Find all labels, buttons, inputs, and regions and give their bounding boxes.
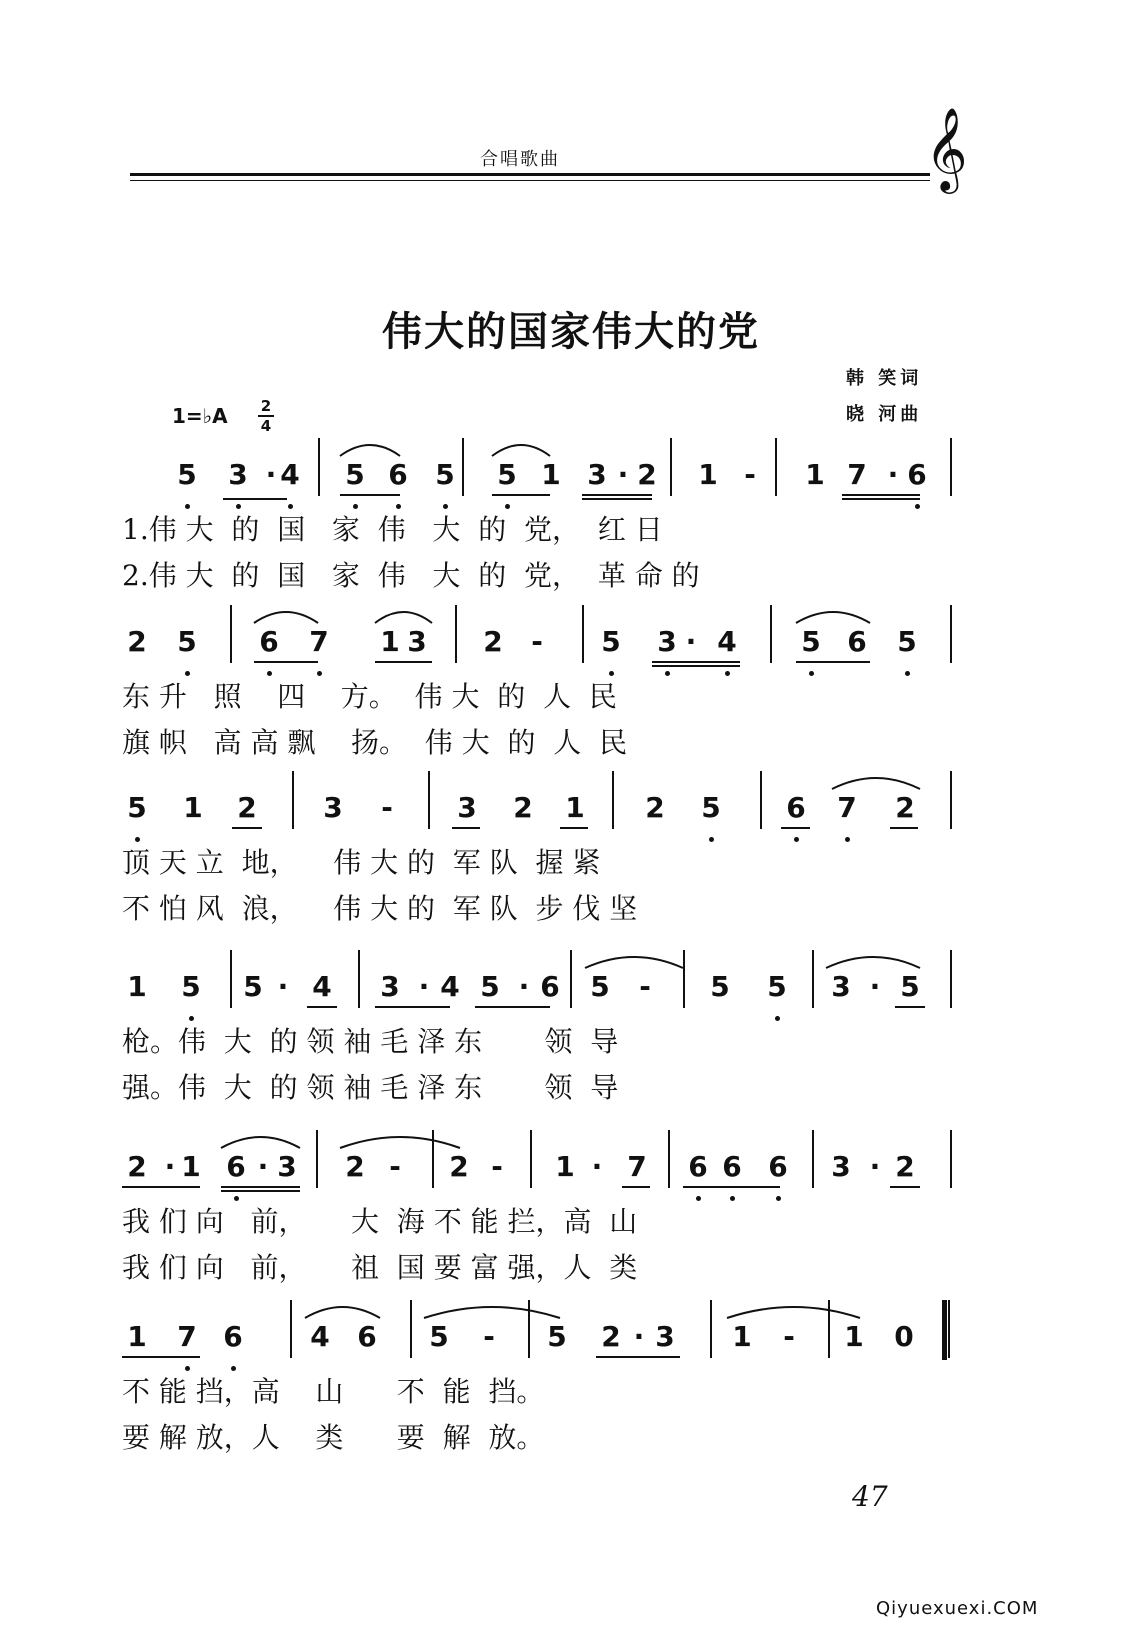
eighth-underline [475, 1006, 550, 1008]
note: 2 [895, 791, 915, 824]
note: 6 [540, 970, 560, 1003]
treble-clef-icon: 𝄞 [925, 106, 968, 190]
header-rule-thin [130, 180, 930, 181]
note: 4 [717, 625, 737, 658]
bar-line [462, 438, 464, 496]
sustain-dash: - [531, 625, 543, 658]
sustain-dash: - [744, 458, 756, 491]
eighth-underline [452, 827, 480, 829]
note: 6 [722, 1150, 742, 1183]
note: 4 [280, 458, 300, 491]
note: 5 [701, 791, 721, 824]
note: 6 [259, 625, 279, 658]
slur-arc [424, 1307, 560, 1318]
low-octave-dot [775, 1016, 780, 1021]
note: 4 [312, 970, 332, 1003]
bar-line [432, 1130, 434, 1188]
sustain-dash: - [783, 1320, 795, 1353]
eighth-underline [122, 1356, 200, 1358]
eighth-underline [375, 661, 432, 663]
bar-line [570, 950, 572, 1008]
low-octave-dot [730, 1196, 735, 1201]
low-octave-dot [288, 504, 293, 509]
note: 6 [357, 1320, 377, 1353]
note: 3 [323, 791, 343, 824]
eighth-underline [842, 494, 920, 496]
note: 7 [309, 625, 329, 658]
eighth-underline [307, 1006, 337, 1008]
header-rule [130, 173, 930, 176]
note: 5 [590, 970, 610, 1003]
slur-arc [727, 1307, 860, 1318]
lyrics-verse-2: 旗 帜 高 高 飘 扬。 伟 大 的 人 民 [122, 726, 628, 759]
note: 5 [710, 970, 730, 1003]
sixteenth-underline [582, 498, 652, 500]
lyrics-verse-2: 2.伟 大 的 国 家 伟 大 的 党， 革 命 的 [122, 559, 700, 592]
eighth-underline [781, 827, 810, 829]
note: 7 [847, 458, 867, 491]
low-octave-dot [267, 671, 272, 676]
note: 5 [497, 458, 517, 491]
note: 5 [900, 970, 920, 1003]
slur-arc [254, 612, 318, 623]
note: 1 [844, 1320, 864, 1353]
note: 2 [345, 1150, 365, 1183]
note: 3 [587, 458, 607, 491]
dot-note: · [685, 625, 697, 658]
eighth-underline [683, 1186, 780, 1188]
slur-arc [305, 1307, 380, 1318]
bar-line [530, 1130, 532, 1188]
composer-credit: 晓 河曲 [846, 404, 923, 425]
note: 0 [894, 1320, 914, 1353]
bar-line [528, 1300, 530, 1358]
bar-line [230, 605, 232, 663]
dot-note: · [887, 458, 899, 491]
slur-arc [585, 957, 683, 968]
low-octave-dot [665, 671, 670, 676]
note: 5 [181, 970, 201, 1003]
note: 1 [732, 1320, 752, 1353]
bar-line [812, 950, 814, 1008]
dot-note: · [257, 1150, 269, 1183]
dot-note: · [591, 1150, 603, 1183]
note: 3 [277, 1150, 297, 1183]
note: 7 [177, 1320, 197, 1353]
note: 2 [637, 458, 657, 491]
eighth-underline [890, 827, 918, 829]
sixteenth-underline [652, 665, 740, 667]
note: 5 [480, 970, 500, 1003]
eighth-underline [375, 1006, 450, 1008]
note: 5 [767, 970, 787, 1003]
time-signature-bottom: 4 [260, 417, 272, 435]
bar-line [668, 1130, 670, 1188]
eighth-underline [895, 1006, 925, 1008]
dot-note: · [277, 970, 289, 1003]
note: 2 [483, 625, 503, 658]
bar-line [770, 605, 772, 663]
note: 1 [541, 458, 561, 491]
sixteenth-underline [221, 1190, 300, 1192]
note: 1 [380, 625, 400, 658]
note: 1 [127, 1320, 147, 1353]
bar-line [358, 950, 360, 1008]
low-octave-dot [845, 837, 850, 842]
bar-line [812, 1130, 814, 1188]
dot-note: · [265, 458, 277, 491]
watermark: Qiyuexuexi.COM [876, 1598, 1039, 1619]
low-octave-dot [905, 671, 910, 676]
note: 3 [457, 791, 477, 824]
lyricist-credit: 韩 笑词 [846, 368, 923, 389]
lyrics-verse-2: 不 怕 风 浪， 伟 大 的 军 队 步 伐 坚 [122, 892, 638, 925]
lyrics-verse-1: 顶 天 立 地， 伟 大 的 军 队 握 紧 [122, 846, 601, 879]
sustain-dash: - [483, 1320, 495, 1353]
bar-line [230, 950, 232, 1008]
note: 3 [228, 458, 248, 491]
bar-line [950, 771, 952, 829]
lyrics-verse-1: 不 能 挡，高 山 不 能 挡。 [122, 1375, 545, 1408]
bar-line [292, 771, 294, 829]
lyrics-verse-1: 东 升 照 四 方。 伟 大 的 人 民 [122, 680, 617, 713]
sixteenth-underline [842, 498, 920, 500]
bar-line [710, 1300, 712, 1358]
low-octave-dot [809, 671, 814, 676]
low-octave-dot [609, 671, 614, 676]
bar-line [950, 1130, 952, 1188]
note: 1 [183, 791, 203, 824]
note: 6 [786, 791, 806, 824]
note: 6 [768, 1150, 788, 1183]
low-octave-dot [234, 1196, 239, 1201]
note: 2 [127, 1150, 147, 1183]
lyrics-verse-1: 1.伟 大 的 国 家 伟 大 的 党， 红 日 [122, 513, 663, 546]
note: 2 [645, 791, 665, 824]
time-signature [258, 398, 274, 434]
slur-arc [221, 1137, 300, 1148]
note: 6 [907, 458, 927, 491]
bar-line [760, 771, 762, 829]
lyrics-verse-2: 强。伟 大 的 领 袖 毛 泽 东 领 导 [122, 1071, 619, 1104]
note: 4 [440, 970, 460, 1003]
dot-note: · [617, 458, 629, 491]
slur-arc [832, 778, 920, 789]
sustain-dash: - [491, 1150, 503, 1183]
low-octave-dot [135, 837, 140, 842]
eighth-underline [122, 1186, 200, 1188]
sustain-dash: - [639, 970, 651, 1003]
bar-line [290, 1300, 292, 1358]
low-octave-dot [189, 1016, 194, 1021]
note: 2 [449, 1150, 469, 1183]
section-header: 合唱歌曲 [480, 149, 560, 170]
note: 4 [310, 1320, 330, 1353]
eighth-underline [232, 827, 262, 829]
note: 6 [847, 625, 867, 658]
bar-line [828, 1300, 830, 1358]
note: 6 [388, 458, 408, 491]
sustain-dash: - [381, 791, 393, 824]
bar-line [950, 605, 952, 663]
low-octave-dot [725, 671, 730, 676]
dot-note: · [633, 1320, 645, 1353]
note: 5 [345, 458, 365, 491]
note: 2 [895, 1150, 915, 1183]
note: 6 [226, 1150, 246, 1183]
low-octave-dot [231, 1366, 236, 1371]
low-octave-dot [236, 504, 241, 509]
note: 5 [547, 1320, 567, 1353]
eighth-underline [492, 494, 550, 496]
dot-note: · [418, 970, 430, 1003]
note: 5 [435, 458, 455, 491]
sixteenth-underline [223, 498, 287, 500]
bar-line [455, 605, 457, 663]
dot-note: · [869, 970, 881, 1003]
note: 6 [223, 1320, 243, 1353]
low-octave-dot [396, 504, 401, 509]
lyrics-verse-1: 我 们 向 前， 大 海 不 能 拦，高 山 [122, 1205, 638, 1238]
note: 3 [831, 970, 851, 1003]
lyrics-verse-2: 要 解 放，人 类 要 解 放。 [122, 1421, 545, 1454]
bar-line [950, 950, 952, 1008]
bar-line [948, 1300, 950, 1358]
slur-arc [340, 1137, 460, 1148]
final-bar-line [942, 1300, 947, 1360]
low-octave-dot [185, 671, 190, 676]
low-octave-dot [794, 837, 799, 842]
low-octave-dot [696, 1196, 701, 1201]
note: 5 [177, 458, 197, 491]
note: 7 [837, 791, 857, 824]
song-title: 伟大的国家伟大的党 [382, 309, 760, 355]
eighth-underline [340, 494, 400, 496]
slur-arc [340, 445, 400, 456]
note: 5 [243, 970, 263, 1003]
note: 5 [897, 625, 917, 658]
note: 5 [127, 791, 147, 824]
eighth-underline [560, 827, 588, 829]
bar-line [612, 771, 614, 829]
eighth-underline [622, 1186, 650, 1188]
dot-note: · [869, 1150, 881, 1183]
slur-arc [492, 445, 550, 456]
bar-line [950, 438, 952, 496]
key-signature: 1=♭A [172, 404, 228, 428]
note: 3 [407, 625, 427, 658]
note: 3 [657, 625, 677, 658]
low-octave-dot [709, 837, 714, 842]
note: 2 [237, 791, 257, 824]
eighth-underline [254, 661, 318, 663]
bar-line [670, 438, 672, 496]
note: 1 [698, 458, 718, 491]
bar-line [582, 605, 584, 663]
note: 5 [177, 625, 197, 658]
time-signature-top: 2 [260, 397, 272, 415]
low-octave-dot [443, 504, 448, 509]
eighth-underline [596, 1356, 680, 1358]
lyrics-verse-2: 我 们 向 前， 祖 国 要 富 强，人 类 [122, 1251, 638, 1284]
note: 3 [655, 1320, 675, 1353]
note: 5 [429, 1320, 449, 1353]
eighth-underline [582, 494, 652, 496]
eighth-underline [221, 1186, 300, 1188]
note: 1 [565, 791, 585, 824]
bar-line [428, 771, 430, 829]
slur-arc [826, 957, 920, 968]
low-octave-dot [185, 504, 190, 509]
low-octave-dot [915, 504, 920, 509]
bar-line [683, 950, 685, 1008]
bar-line [410, 1300, 412, 1358]
note: 1 [181, 1150, 201, 1183]
low-octave-dot [317, 671, 322, 676]
eighth-underline [890, 1186, 920, 1188]
slur-arc [375, 612, 432, 623]
note: 1 [805, 458, 825, 491]
note: 3 [380, 970, 400, 1003]
dot-note: · [518, 970, 530, 1003]
low-octave-dot [505, 504, 510, 509]
bar-line [775, 438, 777, 496]
slur-arc [796, 612, 870, 623]
note: 5 [801, 625, 821, 658]
sustain-dash: - [389, 1150, 401, 1183]
note: 2 [513, 791, 533, 824]
note: 1 [555, 1150, 575, 1183]
note: 1 [127, 970, 147, 1003]
low-octave-dot [185, 1366, 190, 1371]
low-octave-dot [353, 504, 358, 509]
dot-note: · [164, 1150, 176, 1183]
page-number: 47 [852, 1480, 888, 1513]
low-octave-dot [776, 1196, 781, 1201]
note: 5 [601, 625, 621, 658]
bar-line [318, 438, 320, 496]
note: 6 [688, 1150, 708, 1183]
note: 7 [627, 1150, 647, 1183]
note: 2 [127, 625, 147, 658]
eighth-underline [796, 661, 870, 663]
lyrics-verse-1: 枪。伟 大 的 领 袖 毛 泽 东 领 导 [122, 1025, 619, 1058]
note: 2 [601, 1320, 621, 1353]
bar-line [316, 1130, 318, 1188]
note: 3 [831, 1150, 851, 1183]
eighth-underline [652, 661, 740, 663]
